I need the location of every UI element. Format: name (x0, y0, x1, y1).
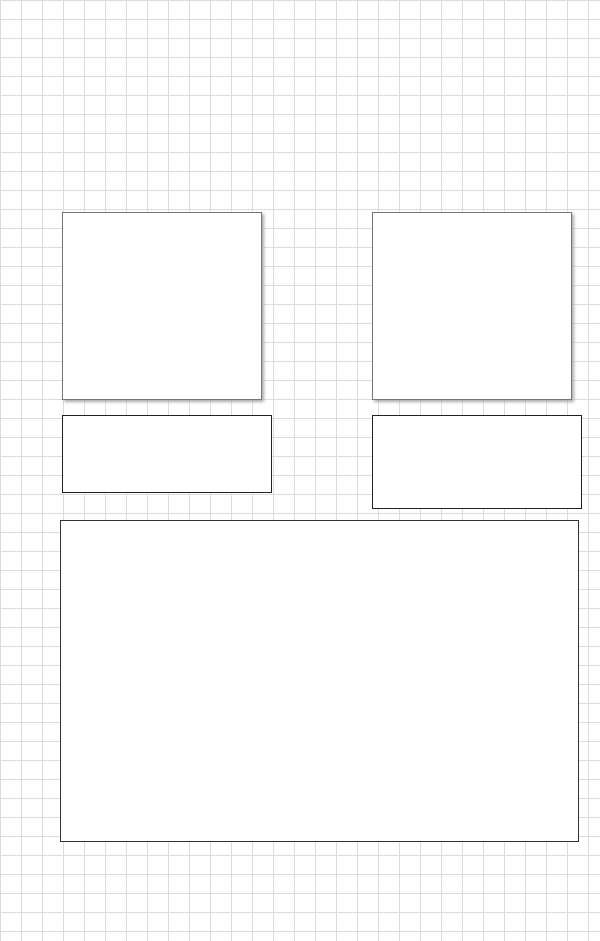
chart1-table (62, 415, 272, 493)
radar-svg (61, 521, 578, 841)
chart2-table (372, 415, 582, 509)
chart1-panel (62, 212, 262, 400)
chart2-panel (372, 212, 572, 400)
radar-panel (60, 520, 579, 842)
chart1-svg (63, 213, 261, 399)
chart2-svg (373, 213, 571, 399)
